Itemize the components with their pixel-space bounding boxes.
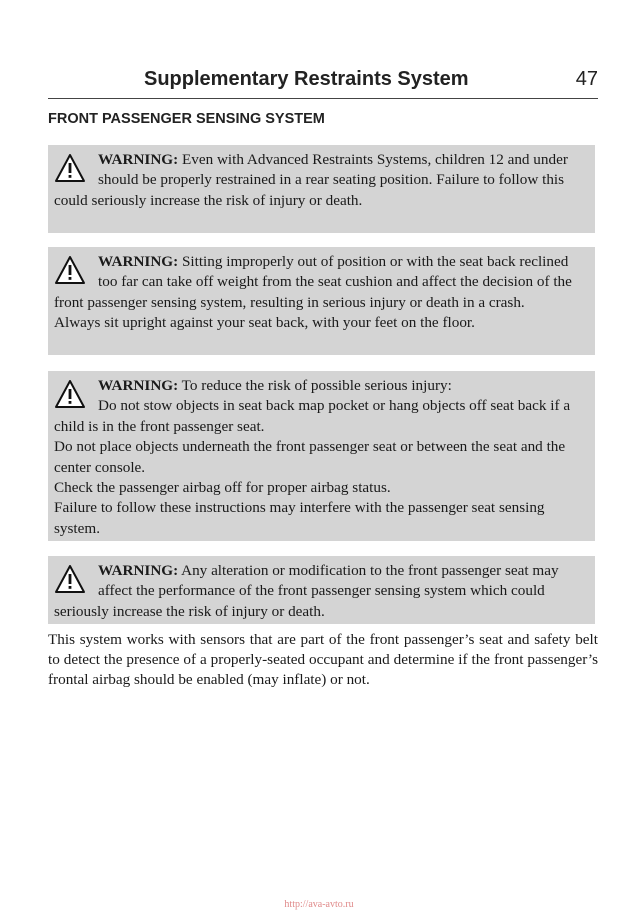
warning-box-stowed-objects	[48, 371, 595, 541]
warning-label: WARNING:	[98, 562, 179, 579]
warning-text	[54, 252, 589, 313]
warning-extra-line: Always sit upright against your seat back, with your feet on the floor.	[54, 314, 475, 332]
page-title: Supplementary Restraints System	[144, 68, 469, 90]
warning-triangle-icon	[54, 379, 86, 409]
warning-extra-line: Do not place objects underneath the front passenger seat or between the seat and the center console.	[54, 438, 566, 476]
warning-extra-line: Check the passenger airbag off for proper airbag status.	[54, 479, 391, 497]
warning-triangle-icon	[54, 564, 86, 594]
warning-text	[54, 376, 589, 396]
warning-lead: Even with Advanced Restraints Systems, children 12 and under should be properly restrained in a rear seating position. Failure to follow this could seriously increase the risk of injury or death.	[54, 151, 568, 209]
page-header	[48, 64, 598, 96]
warning-triangle-icon	[54, 153, 86, 183]
warning-extra-line: Do not stow objects in seat back map pocket or hang objects off seat back if a child is in the front passenger seat.	[54, 397, 571, 435]
warning-box-seat-modification	[48, 556, 595, 624]
warning-extra-line: Failure to follow these instructions may interfere with the passenger seat sensing system.	[54, 499, 545, 537]
warning-lead: Sitting improperly out of position or with the seat back reclined too far can take off weight from the seat cushion and affect the decision of the front passenger sensing system, resulting in serious injury or death in a crash.	[54, 253, 572, 311]
body-paragraph: This system works with sensors that are part of the front passenger’s seat and safety belt to detect the presence of a properly-seated occupant and determine if the front passenger’s frontal airbag should be enabled (may inflate) or not.	[48, 631, 598, 688]
warning-label: WARNING:	[98, 377, 179, 394]
section-title: FRONT PASSENGER SENSING SYSTEM	[48, 111, 325, 127]
page-number: 47	[575, 68, 598, 90]
header-divider	[48, 98, 598, 99]
warning-lead: To reduce the risk of possible serious injury:	[178, 377, 452, 394]
warning-text	[54, 150, 589, 211]
warning-label: WARNING:	[98, 151, 179, 168]
warning-lead: Any alteration or modification to the front passenger seat may affect the performance of the front passenger sensing system which could seriously increase the risk of injury or death.	[54, 562, 559, 620]
footer-source-link[interactable]: http://ava-avto.ru	[284, 899, 354, 910]
warning-text	[54, 561, 589, 622]
warning-label: WARNING:	[98, 253, 179, 270]
warning-box-seating-position	[48, 247, 595, 355]
warning-triangle-icon	[54, 255, 86, 285]
warning-box-child-restraint	[48, 145, 595, 233]
